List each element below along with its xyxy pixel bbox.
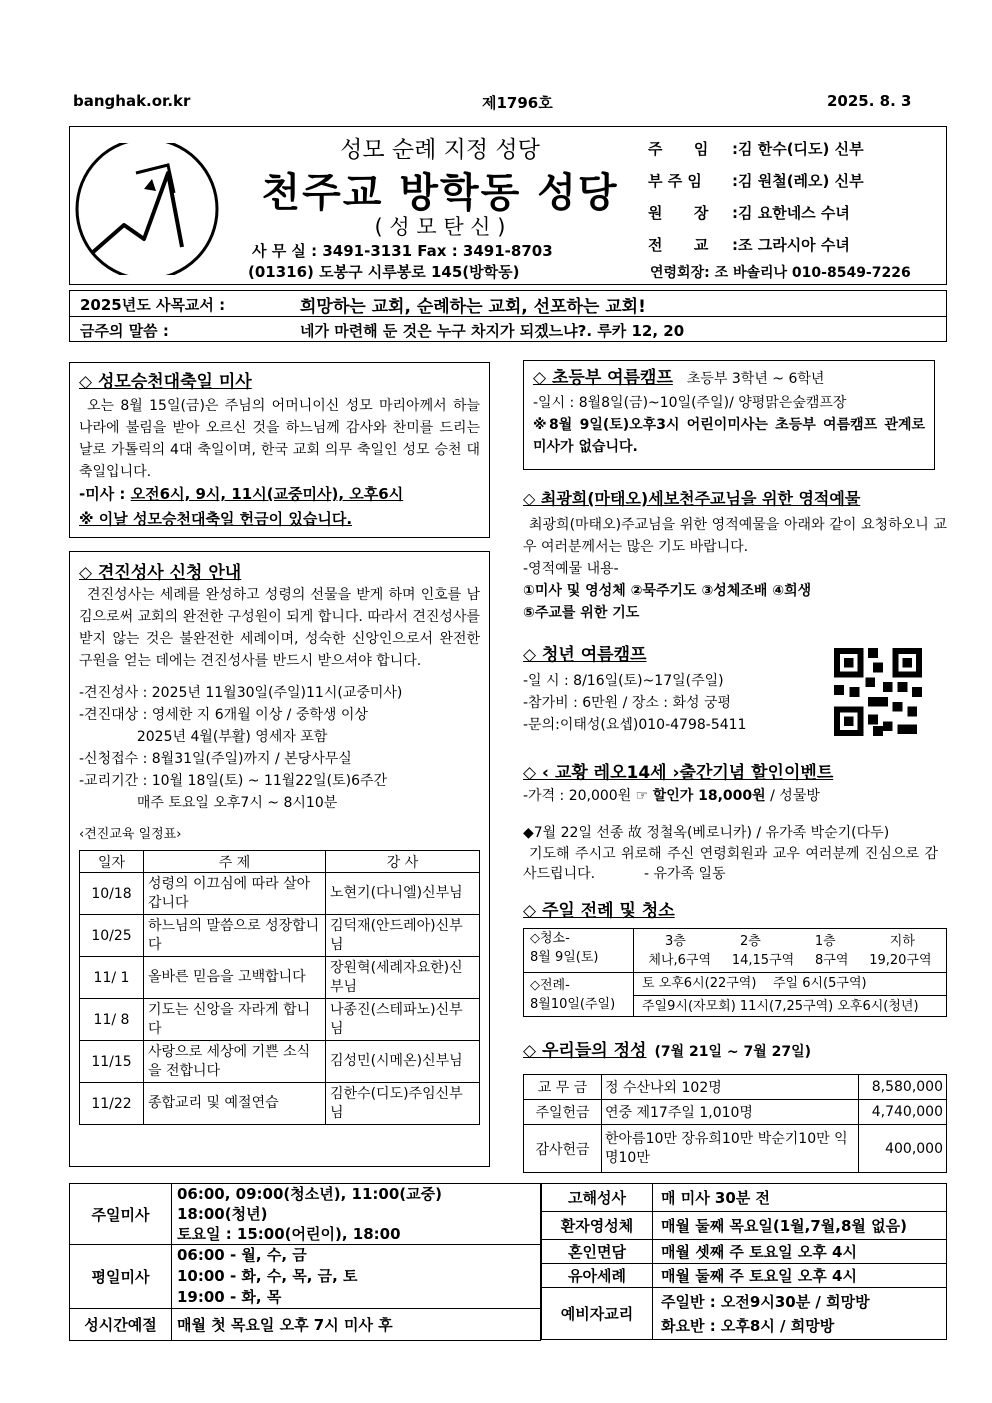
- confirmation-line: 2025년 4월(부활) 영세자 포함: [79, 729, 328, 745]
- memorial-body: 최광희(마태오)주교님을 위한 영적예물을 아래와 같이 요청하오니 교우 여러분께서는 많은 기도 바랍니다.: [523, 517, 947, 555]
- confirmation-line: -교리기간 : 10월 18일(토) ~ 11월22일(토)6주간: [79, 773, 388, 789]
- table-row: 고해성사 매 미사 30분 전: [542, 1184, 947, 1212]
- subtitle: 성모 순례 지정 성당: [340, 137, 540, 163]
- table-row: 11/ 8 기도는 신앙을 자라게 합니다 나종진(스테파노)신부님: [80, 999, 480, 1041]
- word-text: 네가 마련해 둔 것은 누구 차지가 되겠느냐?. 루카 12, 20: [300, 322, 685, 340]
- qr-code-icon[interactable]: [833, 648, 923, 736]
- address: (01316) 도봉구 시루봉로 145(방학동): [248, 263, 520, 281]
- table-row: 11/15 사랑으로 세상에 기쁜 소식을 전합니다 김성민(시메온)신부님: [80, 1041, 480, 1083]
- thanks-head: ◆7월 22일 선종 故 정철옥(베로니카) / 유가족 박순기(다두): [523, 825, 890, 841]
- website: banghak.or.kr: [73, 92, 191, 110]
- table-row: ◇전례- 8월10일(주일) 토 오후6시(22구역) 주일 6시(5구역) 주일9시(자모회) 11시(7,25구역) 오후6시(청년): [524, 973, 947, 1017]
- book-event-section: [523, 758, 947, 807]
- staff-list: [648, 133, 944, 261]
- holy-hour-time: 매월 첫 목요일 오후 7시 미사 후: [172, 1309, 541, 1341]
- camp-date: -일시 : 8월8일(금)~10일(주일)/ 양평맑은숲캠프장: [533, 395, 847, 411]
- confirmation-body: 견진성사는 세례를 완성하고 성령의 선물을 받게 하며 인호를 남김으로써 교회의 완전한 구성원이 되게 합니다. 따라서 견진성사를 받지 않는 것은 불완전한 세례이며, 성숙한 신앙인으로서 완전한 구원을 얻는 데에는 견진성사를 반드시 받으셔야 합니다.: [79, 587, 480, 669]
- cleaning-table: [523, 928, 947, 1017]
- divider: [70, 316, 946, 317]
- catechumen-label: 예비자교리: [542, 1288, 653, 1340]
- confirmation-line: -견진대상 : 영세한 지 6개월 이상 / 중학생 이상: [79, 707, 368, 723]
- table-row: 교 무 금 정 수산나외 102명 8,580,000: [524, 1075, 947, 1100]
- patron: ( 성 모 탄 신 ): [374, 215, 506, 239]
- confirmation-box: [69, 551, 490, 1167]
- motto-box: [69, 290, 947, 342]
- parish-title: 천주교 방학동 성당: [261, 170, 619, 216]
- assumption-title: ◇ 성모승천대축일 미사: [79, 372, 252, 392]
- table-row: 유아세례 매월 둘째 주 토요일 오후 4시: [542, 1264, 947, 1288]
- youth-line: -일 시 : 8/16일(토)~17일(주일): [523, 673, 724, 689]
- table-row: 감사헌금 한아름10만 장유희10만 박순기10만 익 명10만 400,000: [524, 1125, 947, 1173]
- confirmation-schedule-table: [79, 850, 480, 1125]
- book-sale-price: 할인가 18,000원: [652, 788, 766, 804]
- table-row: 평일미사 06:00 - 월, 수, 금 10:00 - 화, 수, 목, 금, 토 19:00 - 화, 목: [70, 1245, 541, 1309]
- issue-date: 2025. 8. 3: [827, 92, 912, 110]
- camp-grade: 초등부 3학년 ~ 6학년: [686, 371, 825, 387]
- offering-section: [523, 1040, 947, 1173]
- table-row: 주일헌금 연중 제17주일 1,010명 4,740,000: [524, 1100, 947, 1125]
- cleaning-section: [523, 896, 947, 1017]
- sunday-mass-label: 주일미사: [70, 1184, 172, 1245]
- staff-row: 주 임 :김 한수(디도) 신부: [648, 140, 864, 158]
- column-header: 일자: [80, 851, 144, 873]
- offering-table: [523, 1074, 947, 1173]
- mass-schedule-table: [69, 1183, 541, 1341]
- staff-row: 부 주 임 :김 원철(레오) 신부: [648, 172, 864, 190]
- memorial-items: ①미사 및 영성체 ②묵주기도 ③성체조배 ④희생: [523, 583, 812, 599]
- table-row: 혼인면담 매월 셋째 주 토요일 오후 4시: [542, 1240, 947, 1264]
- table-row: 11/22 종합교리 및 예절연습 김한수(디도)주임신부님: [80, 1083, 480, 1125]
- table-header-row: [80, 851, 480, 873]
- book-title: ◇ ‹ 교황 레오14세 ›출간기념 할인이벤트: [523, 763, 834, 783]
- table-row: 10/18 성령의 이끄심에 따라 살아갑니다 노현기(다니엘)신부님: [80, 873, 480, 915]
- schedule-title: ‹견진교육 일정표›: [79, 827, 182, 842]
- confirmation-title: ◇ 견진성사 신청 안내: [79, 563, 242, 583]
- office-phone: 사 무 실 : 3491-3131 Fax : 3491-8703: [252, 242, 553, 260]
- table-row: 환자영성체 매월 둘째 목요일(1월,7월,8월 없음): [542, 1212, 947, 1240]
- masthead: [69, 126, 947, 285]
- staff-row: 전 교 :조 그라시아 수녀: [648, 236, 850, 254]
- table-row: 11/ 1 올바른 믿음을 고백합니다 장원혁(세례자요한)신부님: [80, 957, 480, 999]
- staff-row: 원 장 :김 요한네스 수녀: [648, 204, 850, 222]
- parish-logo-icon: [74, 143, 220, 275]
- cleaning-title: ◇ 주일 전례 및 청소: [523, 901, 675, 921]
- memorial-content-label: -영적예물 내용-: [523, 561, 619, 577]
- offering-title: ◇ 우리들의 정성: [523, 1041, 647, 1061]
- youth-camp-section: [523, 640, 823, 736]
- confirmation-line: -신청접수 : 8월31일(주일)까지 / 본당사무실: [79, 751, 352, 767]
- council-contact: 연령회장: 조 바솔리나 010-8549-7226: [650, 265, 911, 281]
- weekday-mass-label: 평일미사: [70, 1245, 172, 1309]
- confirmation-line: 매주 토요일 오후7시 ~ 8시10분: [79, 795, 338, 811]
- motto-text: 희망하는 교회, 순례하는 교회, 선포하는 교회!: [300, 297, 646, 317]
- book-price: -가격 : 20,000원 ☞: [523, 788, 653, 804]
- confirmation-line: -견진성사 : 2025년 11월30일(주일)11시(교중미사): [79, 685, 403, 701]
- thanks-section: [523, 822, 938, 884]
- table-row: 10/25 하느님의 말씀으로 성장합니다 김덕재(안드레아)신부님: [80, 915, 480, 957]
- camp-title: ◇ 초등부 여름캠프: [533, 368, 673, 388]
- motto-label: 2025년도 사목교서 :: [80, 296, 226, 314]
- word-label: 금주의 말씀 :: [80, 322, 169, 340]
- assumption-note: ※ 이날 성모승천대축일 헌금이 있습니다.: [79, 510, 353, 528]
- thanks-body: 기도해 주시고 위로해 주신 연령회원과 교우 여러분께 진심으로 감사드립니다. - 유가족 일동: [523, 846, 938, 882]
- camp-note: ※8월 9일(토)오후3시 어린이미사는 초등부 여름캠프 관계로 미사가 없습니다.: [533, 417, 925, 455]
- column-header: 강 사: [326, 851, 480, 873]
- table-row: 예비자교리 주일반 : 오전9시30분 / 희망방 화요반 : 오후8시 / 희망방: [542, 1288, 947, 1340]
- table-row: 주일미사 06:00, 09:00(청소년), 11:00(교중) 18:00(청년) 토요일 : 15:00(어린이), 18:00: [70, 1184, 541, 1245]
- memorial-section: [523, 486, 947, 624]
- issue-number: 제1796호: [482, 94, 553, 112]
- children-camp-box: [523, 360, 935, 470]
- youth-line: -문의:이태성(요셉)010-4798-5411: [523, 717, 747, 733]
- assumption-body: 오는 8월 15일(금)은 주님의 어머니이신 성모 마리아께서 하늘나라에 불림을 받아 오르신 것을 하느님께 감사와 찬미를 드리는 날로 가톨릭의 4대 축일이며, 한국 교회 의무 축일인 성모 승천 대축일입니다.: [79, 398, 480, 480]
- holy-hour-label: 성시간예절: [70, 1309, 172, 1341]
- memorial-title: ◇ 최광희(마태오)세보천주교님을 위한 영적예물: [523, 489, 861, 508]
- sacrament-schedule-table: [541, 1183, 947, 1340]
- table-row: ◇청소- 8월 9일(토) 3층 2층 1층 지하 체나,6구역 14,15구역 8구역 19,20구역: [524, 929, 947, 973]
- book-place: / 성물방: [765, 788, 820, 804]
- assumption-box: [69, 362, 490, 538]
- column-header: 주 제: [144, 851, 326, 873]
- youth-title: ◇ 청년 여름캠프: [523, 645, 647, 665]
- mass-label: -미사 :: [79, 485, 131, 503]
- youth-line: -참가비 : 6만원 / 장소 : 화성 궁평: [523, 695, 732, 711]
- assumption-mass-times: 오전6시, 9시, 11시(교중미사), 오후6시: [130, 485, 404, 503]
- offering-period: (7월 21일 ~ 7월 27일): [654, 1044, 812, 1060]
- table-row: [70, 1309, 541, 1341]
- memorial-items: ⑤주교를 위한 기도: [523, 605, 640, 621]
